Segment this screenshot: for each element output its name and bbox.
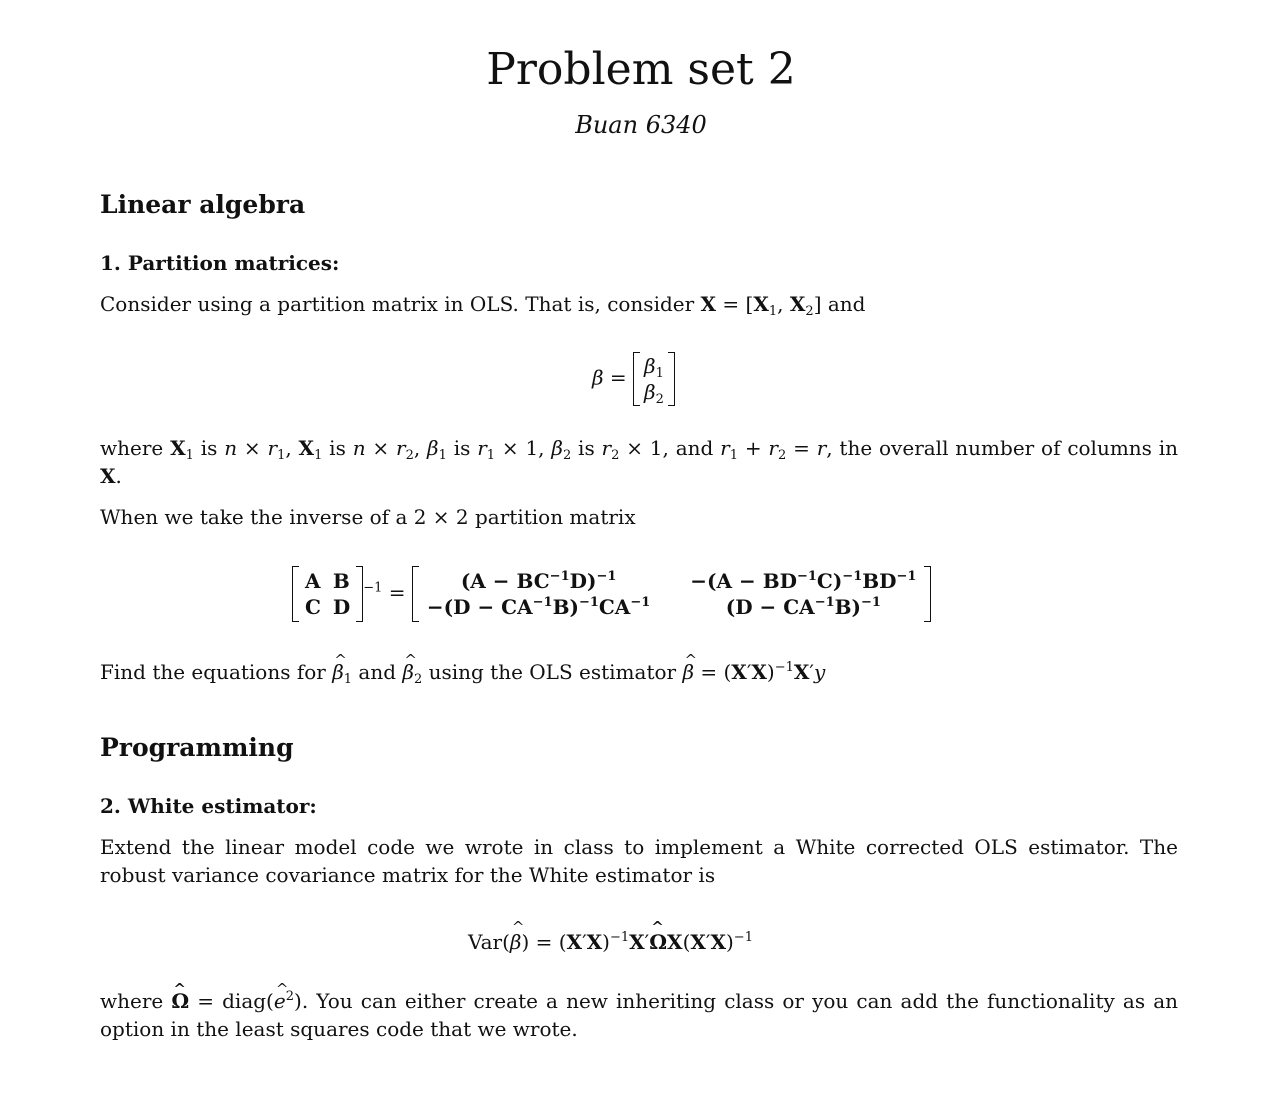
inverse-result-matrix: $(A - BC^{-1}D)^{-1}$ $-(A - BD^{-1}C)^{-1}BD^{-1}$ $-(D - CA^{-1}B)^{-1}CA^{-1}$ $(D - CA^{-1}B)^{-1}$: [412, 566, 932, 622]
var-label: Var: [468, 930, 503, 954]
beta-vector: $\beta_1$ $\beta_2$: [633, 352, 675, 406]
abcd-matrix: A B C D: [292, 566, 363, 622]
partition-inverse-equation: A B C D $^{-1}$ = $(A - BC^{-1}D)^{-1}$ $-(A - BD^{-1}C)^{-1}BD^{-1}$ $-(D - CA^{-1}B)^{-1}CA^{-1}$ $(D - CA^{-1}B)^{-1}$: [292, 566, 931, 622]
page-title: Problem set 2: [486, 44, 796, 95]
using-text: using the OLS estimator: [428, 660, 677, 684]
course-code: Buan 6340: [575, 111, 707, 139]
beta-partition-equation: β = $\beta_1$ $\beta_2$: [592, 352, 675, 406]
dimensions-where: where: [100, 436, 164, 460]
section-heading-linear-algebra: Linear algebra: [100, 190, 306, 219]
closing-where: where: [100, 989, 164, 1013]
dimensions-overall-text: , the overall number of columns in: [826, 436, 1179, 460]
white-variance-equation: Var(^ $\beta) = (X'X)^{-1}X'\^{}$ $\Omega X(X'X)^{-1}$: [468, 930, 753, 954]
problem-1-dimensions: where $X_1$ is $n \times r_1$, $X_1$ is $n \times r_2$, $\beta_1$ is $r_1 \times 1$, $\beta_2$ is $r_2 \times 1$, and $r_1 + r_2 = r$, the overall number of columns in X.: [100, 436, 1179, 488]
closing-text: . You can either create a new inheriting class or you can add the functionality as an option in the least squares code that we wrote.: [100, 989, 1179, 1041]
section-heading-programming: Programming: [100, 733, 294, 762]
find-and: and: [358, 660, 397, 684]
problem-1-intro: Consider using a partition matrix in OLS. That is, consider $X = [X_1$, $X_2$] and: [100, 292, 866, 319]
problem-1-inverse-text: When we take the inverse of a 2 × 2 partition matrix: [100, 505, 636, 529]
find-text: Find the equations for: [100, 660, 326, 684]
problem-2-paragraph: Extend the linear model code we wrote in class to implement a White corrected OLS estimator. The robust variance covariance matrix for the White estimator is: [100, 835, 1178, 887]
matrix-x-symbol: X: [700, 292, 717, 316]
problem-1-heading: 1. Partition matrices:: [100, 251, 340, 275]
intro-text: Consider using a partition matrix in OLS. That is, consider: [100, 292, 695, 316]
problem-2-heading: 2. White estimator:: [100, 794, 317, 818]
problem-1-question: Find the equations for ^ $\beta_1$ and ^ $\beta_2$ using the OLS estimator ^ $\beta = (X'X)^{-1}X'y$: [100, 658, 1178, 686]
intro-and: and: [827, 292, 866, 316]
problem-2-closing: where ^ Ω = diag(^ $e^2$). You can either create a new inheriting class or you can add the functionality as an option in the least squares code that we wrote.: [100, 987, 1178, 1043]
